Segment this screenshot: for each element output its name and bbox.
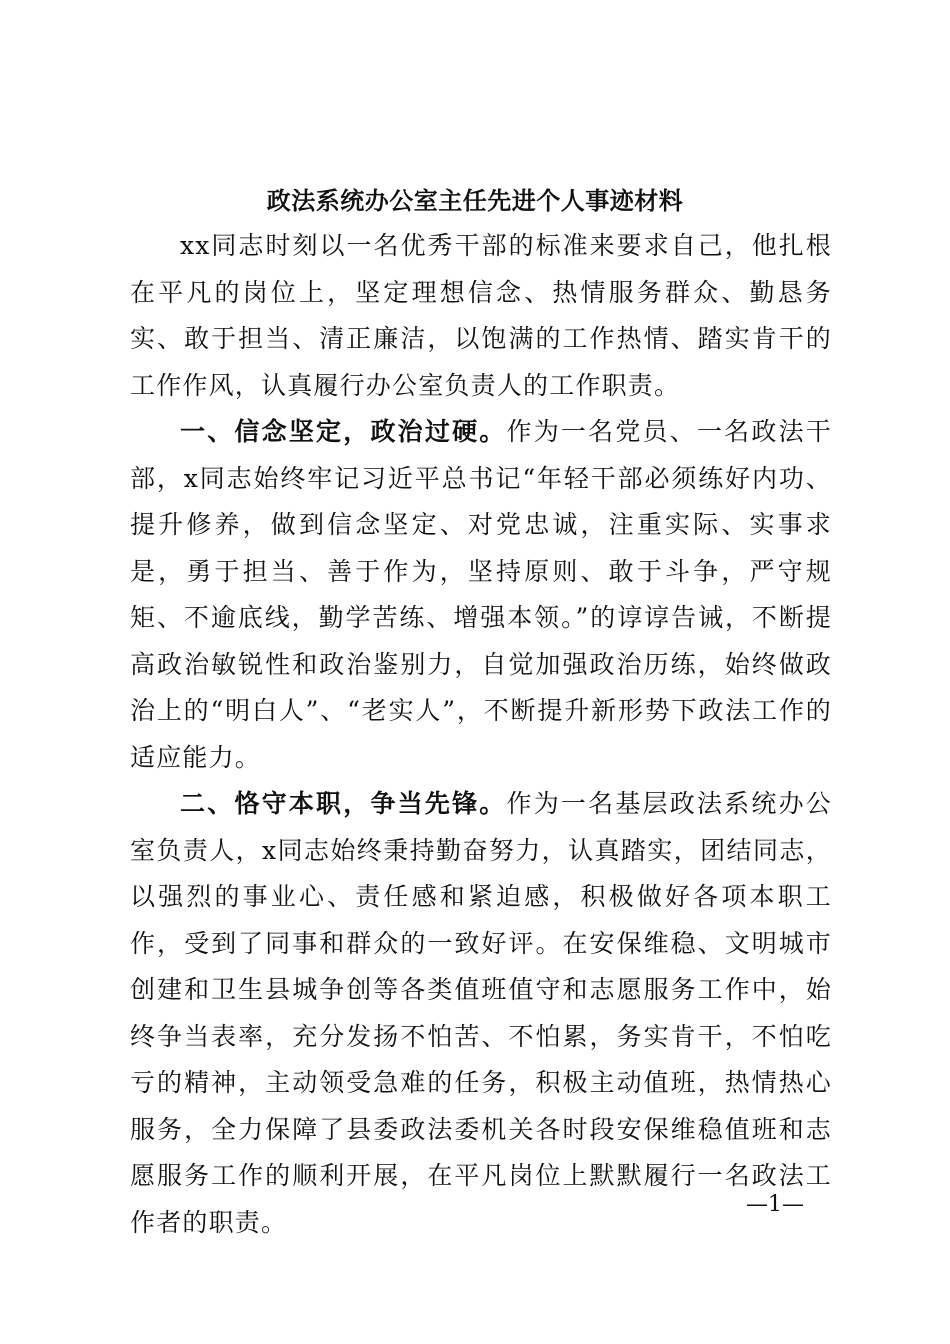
section-heading: 一、信念坚定，政治过硬。 xyxy=(180,417,507,446)
paragraph-section-2 xyxy=(130,781,832,1246)
section-heading: 二、恪守本职，争当先锋。 xyxy=(180,789,507,818)
paragraph-intro xyxy=(130,223,832,409)
paragraph-text: 作为一名基层政法系统办公室负责人，x同志始终秉持勤奋努力，认真踏实，团结同志，以强烈的事业心、责任感和紧迫感，积极做好各项本职工作，受到了同事和群众的一致好评。在安保维稳、文明城市创建和卫生县城争创等各类值班值守和志愿服务工作中，始终争当表率，充分发扬不怕苦、不怕累，务实肯干，不怕吃亏的精神，主动领受急难的任务，积极主动值班，热情热心服务，全力保障了县委政法委机关各时段安保维稳值班和志愿服务工作的顺利开展，在平凡岗位上默默履行一名政法工作者的职责。 xyxy=(130,789,832,1237)
document-body xyxy=(130,223,832,1246)
page-number: —1— xyxy=(746,1192,804,1217)
document-title: 政法系统办公室主任先进个人事迹材料 xyxy=(266,186,684,215)
paragraph-text: xx同志时刻以一名优秀干部的标准来要求自己，他扎根在平凡的岗位上，坚定理想信念、热情服务群众、勤恳务实、敢于担当、清正廉洁，以饱满的工作热情、踏实肯干的工作作风，认真履行办公室负责人的工作职责。 xyxy=(130,231,832,400)
paragraph-section-1 xyxy=(130,409,832,781)
paragraph-text: 作为一名党员、一名政法干部，x同志始终牢记习近平总书记“年轻干部必须练好内功、提升修养，做到信念坚定、对党忠诚，注重实际、实事求是，勇于担当、善于作为，坚持原则、敢于斗争，严守规矩、不逾底线，勤学苦练、增强本领。”的谆谆告诫，不断提高政治敏锐性和政治鉴别力，自觉加强政治历练，始终做政治上的“明白人”、“老实人”，不断提升新形势下政法工作的适应能力。 xyxy=(130,417,832,772)
